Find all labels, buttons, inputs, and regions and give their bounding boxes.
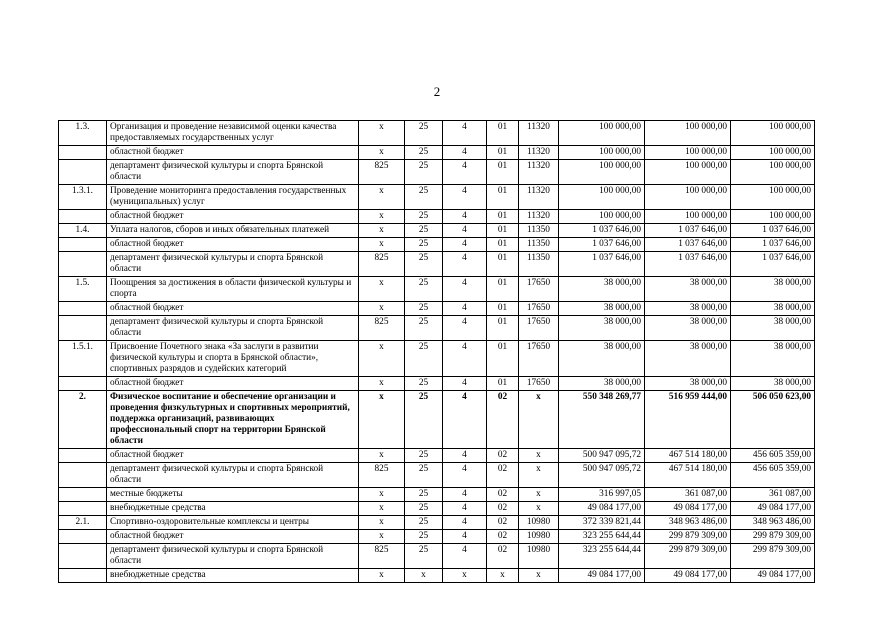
row-number: 1.4. [59, 224, 107, 238]
subsection-code: 4 [443, 516, 487, 530]
grbs-code: х [359, 185, 405, 210]
target-code: 11350 [519, 252, 559, 277]
target-code: х [519, 488, 559, 502]
amount-year-3: 299 879 309,00 [731, 544, 815, 569]
target-code: х [519, 391, 559, 449]
table-row [59, 224, 815, 238]
subsection-code: 4 [443, 160, 487, 185]
row-number [59, 316, 107, 341]
row-name: областной бюджет [107, 530, 359, 544]
table-row [59, 377, 815, 391]
amount-year-3: 1 037 646,00 [731, 224, 815, 238]
program-code: 01 [487, 238, 519, 252]
row-number [59, 569, 107, 583]
amount-year-3: 100 000,00 [731, 185, 815, 210]
table-row [59, 316, 815, 341]
target-code: 17650 [519, 277, 559, 302]
amount-year-1: 38 000,00 [559, 341, 645, 377]
table-row [59, 449, 815, 463]
subsection-code: 4 [443, 502, 487, 516]
amount-year-2: 299 879 309,00 [645, 530, 731, 544]
program-code: 01 [487, 302, 519, 316]
section-code: 25 [405, 544, 443, 569]
target-code: 11320 [519, 185, 559, 210]
subsection-code: 4 [443, 224, 487, 238]
amount-year-1: 100 000,00 [559, 121, 645, 146]
subsection-code: 4 [443, 449, 487, 463]
amount-year-1: 500 947 095,72 [559, 463, 645, 488]
row-name: местные бюджеты [107, 488, 359, 502]
subsection-code: 4 [443, 146, 487, 160]
section-code: 25 [405, 530, 443, 544]
row-number: 1.3. [59, 121, 107, 146]
amount-year-1: 100 000,00 [559, 146, 645, 160]
row-name: Организация и проведение независимой оценки качества предоставляемых государственных услуг [107, 121, 359, 146]
amount-year-2: 100 000,00 [645, 146, 731, 160]
program-code: 02 [487, 516, 519, 530]
row-name: Уплата налогов, сборов и иных обязательных платежей [107, 224, 359, 238]
section-code: 25 [405, 224, 443, 238]
grbs-code: х [359, 121, 405, 146]
program-code: 01 [487, 316, 519, 341]
subsection-code: 4 [443, 544, 487, 569]
row-number: 2. [59, 391, 107, 449]
target-code: 10980 [519, 544, 559, 569]
subsection-code: 4 [443, 277, 487, 302]
row-number: 1.5.1. [59, 341, 107, 377]
row-number [59, 210, 107, 224]
program-code: 02 [487, 530, 519, 544]
table-row [59, 516, 815, 530]
target-code: 11320 [519, 146, 559, 160]
amount-year-3: 38 000,00 [731, 277, 815, 302]
grbs-code: х [359, 341, 405, 377]
row-name: областной бюджет [107, 238, 359, 252]
subsection-code: 4 [443, 530, 487, 544]
subsection-code: 4 [443, 185, 487, 210]
table-row [59, 210, 815, 224]
row-number [59, 463, 107, 488]
row-name: областной бюджет [107, 449, 359, 463]
subsection-code: 4 [443, 210, 487, 224]
program-code: 01 [487, 121, 519, 146]
section-code: 25 [405, 302, 443, 316]
amount-year-3: 1 037 646,00 [731, 252, 815, 277]
amount-year-2: 1 037 646,00 [645, 238, 731, 252]
table-row [59, 569, 815, 583]
row-number [59, 146, 107, 160]
amount-year-3: 456 605 359,00 [731, 449, 815, 463]
grbs-code: х [359, 488, 405, 502]
amount-year-1: 49 084 177,00 [559, 569, 645, 583]
target-code: 17650 [519, 377, 559, 391]
amount-year-2: 1 037 646,00 [645, 252, 731, 277]
amount-year-1: 100 000,00 [559, 185, 645, 210]
amount-year-3: 299 879 309,00 [731, 530, 815, 544]
target-code: 17650 [519, 316, 559, 341]
section-code: х [405, 569, 443, 583]
row-name: Присвоение Почетного знака «За заслуги в развитии физической культуры и спорта в Брянской области», спортивных разрядов и судейских категорий [107, 341, 359, 377]
amount-year-2: 38 000,00 [645, 277, 731, 302]
row-number [59, 544, 107, 569]
subsection-code: 4 [443, 488, 487, 502]
amount-year-3: 38 000,00 [731, 316, 815, 341]
amount-year-2: 49 084 177,00 [645, 569, 731, 583]
table-row [59, 252, 815, 277]
amount-year-1: 38 000,00 [559, 277, 645, 302]
section-code: 25 [405, 121, 443, 146]
row-number [59, 502, 107, 516]
amount-year-3: 506 050 623,00 [731, 391, 815, 449]
row-name: департамент физической культуры и спорта Брянской области [107, 316, 359, 341]
table-row [59, 502, 815, 516]
target-code: х [519, 502, 559, 516]
table-row [59, 302, 815, 316]
section-code: 25 [405, 316, 443, 341]
amount-year-3: 38 000,00 [731, 302, 815, 316]
grbs-code: х [359, 302, 405, 316]
table-row [59, 238, 815, 252]
grbs-code: х [359, 224, 405, 238]
program-code: 02 [487, 502, 519, 516]
table-row [59, 160, 815, 185]
row-number [59, 252, 107, 277]
grbs-code: х [359, 569, 405, 583]
program-code: 02 [487, 449, 519, 463]
section-code: 25 [405, 449, 443, 463]
amount-year-1: 38 000,00 [559, 377, 645, 391]
subsection-code: 4 [443, 121, 487, 146]
table-row [59, 530, 815, 544]
subsection-code: 4 [443, 238, 487, 252]
section-code: 25 [405, 516, 443, 530]
amount-year-1: 1 037 646,00 [559, 252, 645, 277]
grbs-code: х [359, 516, 405, 530]
amount-year-2: 100 000,00 [645, 210, 731, 224]
amount-year-3: 100 000,00 [731, 121, 815, 146]
target-code: 11320 [519, 210, 559, 224]
grbs-code: х [359, 210, 405, 224]
subsection-code: 4 [443, 252, 487, 277]
amount-year-1: 100 000,00 [559, 160, 645, 185]
row-number [59, 238, 107, 252]
target-code: 10980 [519, 530, 559, 544]
amount-year-3: 456 605 359,00 [731, 463, 815, 488]
target-code: 11320 [519, 160, 559, 185]
table-row [59, 146, 815, 160]
grbs-code: х [359, 146, 405, 160]
row-number [59, 449, 107, 463]
program-code: 01 [487, 377, 519, 391]
amount-year-1: 1 037 646,00 [559, 224, 645, 238]
subsection-code: 4 [443, 391, 487, 449]
row-name: областной бюджет [107, 210, 359, 224]
amount-year-2: 49 084 177,00 [645, 502, 731, 516]
subsection-code: 4 [443, 341, 487, 377]
amount-year-1: 323 255 644,44 [559, 544, 645, 569]
program-code: 01 [487, 277, 519, 302]
target-code: х [519, 569, 559, 583]
amount-year-1: 38 000,00 [559, 302, 645, 316]
amount-year-2: 299 879 309,00 [645, 544, 731, 569]
amount-year-3: 49 084 177,00 [731, 569, 815, 583]
section-code: 25 [405, 160, 443, 185]
row-number [59, 160, 107, 185]
grbs-code: 825 [359, 252, 405, 277]
program-code: 01 [487, 160, 519, 185]
amount-year-2: 361 087,00 [645, 488, 731, 502]
target-code: х [519, 449, 559, 463]
grbs-code: 825 [359, 463, 405, 488]
grbs-code: х [359, 502, 405, 516]
target-code: 10980 [519, 516, 559, 530]
row-number: 2.1. [59, 516, 107, 530]
grbs-code: х [359, 449, 405, 463]
subsection-code: 4 [443, 463, 487, 488]
amount-year-1: 550 348 269,77 [559, 391, 645, 449]
target-code: 11350 [519, 224, 559, 238]
row-name: департамент физической культуры и спорта Брянской области [107, 252, 359, 277]
row-number [59, 302, 107, 316]
amount-year-2: 38 000,00 [645, 377, 731, 391]
row-number: 1.3.1. [59, 185, 107, 210]
amount-year-3: 100 000,00 [731, 210, 815, 224]
amount-year-3: 100 000,00 [731, 160, 815, 185]
amount-year-2: 516 959 444,00 [645, 391, 731, 449]
page-number: 2 [433, 84, 441, 99]
amount-year-2: 38 000,00 [645, 341, 731, 377]
amount-year-1: 500 947 095,72 [559, 449, 645, 463]
row-name: Проведение мониторинга предоставления государственных (муниципальных) услуг [107, 185, 359, 210]
amount-year-2: 38 000,00 [645, 316, 731, 341]
amount-year-2: 100 000,00 [645, 185, 731, 210]
section-code: 25 [405, 146, 443, 160]
table-row [59, 544, 815, 569]
amount-year-3: 38 000,00 [731, 341, 815, 377]
amount-year-3: 100 000,00 [731, 146, 815, 160]
program-code: 01 [487, 252, 519, 277]
grbs-code: х [359, 277, 405, 302]
program-code: х [487, 569, 519, 583]
program-code: 01 [487, 146, 519, 160]
section-code: 25 [405, 488, 443, 502]
target-code: х [519, 463, 559, 488]
row-name: Спортивно-оздоровительные комплексы и центры [107, 516, 359, 530]
amount-year-2: 348 963 486,00 [645, 516, 731, 530]
grbs-code: х [359, 377, 405, 391]
amount-year-2: 100 000,00 [645, 160, 731, 185]
table-row [59, 341, 815, 377]
program-code: 02 [487, 544, 519, 569]
section-code: 25 [405, 185, 443, 210]
row-name: департамент физической культуры и спорта Брянской области [107, 160, 359, 185]
target-code: 17650 [519, 341, 559, 377]
row-name: областной бюджет [107, 146, 359, 160]
row-number [59, 530, 107, 544]
amount-year-1: 323 255 644,44 [559, 530, 645, 544]
grbs-code: 825 [359, 316, 405, 341]
grbs-code: х [359, 530, 405, 544]
budget-table [58, 120, 815, 583]
section-code: 25 [405, 391, 443, 449]
program-code: 01 [487, 341, 519, 377]
section-code: 25 [405, 502, 443, 516]
amount-year-2: 1 037 646,00 [645, 224, 731, 238]
section-code: 25 [405, 238, 443, 252]
row-number: 1.5. [59, 277, 107, 302]
grbs-code: 825 [359, 544, 405, 569]
subsection-code: х [443, 569, 487, 583]
row-name: департамент физической культуры и спорта Брянской области [107, 544, 359, 569]
table-row [59, 391, 815, 449]
table-row [59, 185, 815, 210]
subsection-code: 4 [443, 377, 487, 391]
target-code: 11320 [519, 121, 559, 146]
program-code: 01 [487, 224, 519, 238]
row-number [59, 488, 107, 502]
target-code: 17650 [519, 302, 559, 316]
table-row [59, 463, 815, 488]
table-row [59, 277, 815, 302]
table-body [59, 121, 815, 583]
amount-year-2: 100 000,00 [645, 121, 731, 146]
row-name: областной бюджет [107, 302, 359, 316]
amount-year-1: 316 997,05 [559, 488, 645, 502]
amount-year-2: 467 514 180,00 [645, 449, 731, 463]
section-code: 25 [405, 210, 443, 224]
row-name: внебюджетные средства [107, 569, 359, 583]
program-code: 01 [487, 210, 519, 224]
amount-year-1: 49 084 177,00 [559, 502, 645, 516]
amount-year-3: 49 084 177,00 [731, 502, 815, 516]
table-row [59, 488, 815, 502]
row-name: областной бюджет [107, 377, 359, 391]
grbs-code: х [359, 238, 405, 252]
amount-year-1: 100 000,00 [559, 210, 645, 224]
amount-year-2: 467 514 180,00 [645, 463, 731, 488]
row-name: Физическое воспитание и обеспечение организации и проведения физкультурных и спортивных мероприятий, поддержка организаций, развивающих профессиональный спорт на территории Брянской области [107, 391, 359, 449]
table-row [59, 121, 815, 146]
program-code: 01 [487, 185, 519, 210]
row-name: внебюджетные средства [107, 502, 359, 516]
program-code: 02 [487, 463, 519, 488]
amount-year-1: 38 000,00 [559, 316, 645, 341]
amount-year-3: 348 963 486,00 [731, 516, 815, 530]
section-code: 25 [405, 252, 443, 277]
program-code: 02 [487, 391, 519, 449]
subsection-code: 4 [443, 316, 487, 341]
target-code: 11350 [519, 238, 559, 252]
amount-year-2: 38 000,00 [645, 302, 731, 316]
grbs-code: 825 [359, 160, 405, 185]
section-code: 25 [405, 277, 443, 302]
subsection-code: 4 [443, 302, 487, 316]
amount-year-3: 1 037 646,00 [731, 238, 815, 252]
section-code: 25 [405, 463, 443, 488]
program-code: 02 [487, 488, 519, 502]
section-code: 25 [405, 341, 443, 377]
row-name: Поощрения за достижения в области физической культуры и спорта [107, 277, 359, 302]
row-name: департамент физической культуры и спорта Брянской области [107, 463, 359, 488]
row-number [59, 377, 107, 391]
section-code: 25 [405, 377, 443, 391]
amount-year-1: 1 037 646,00 [559, 238, 645, 252]
amount-year-3: 361 087,00 [731, 488, 815, 502]
amount-year-3: 38 000,00 [731, 377, 815, 391]
grbs-code: х [359, 391, 405, 449]
amount-year-1: 372 339 821,44 [559, 516, 645, 530]
